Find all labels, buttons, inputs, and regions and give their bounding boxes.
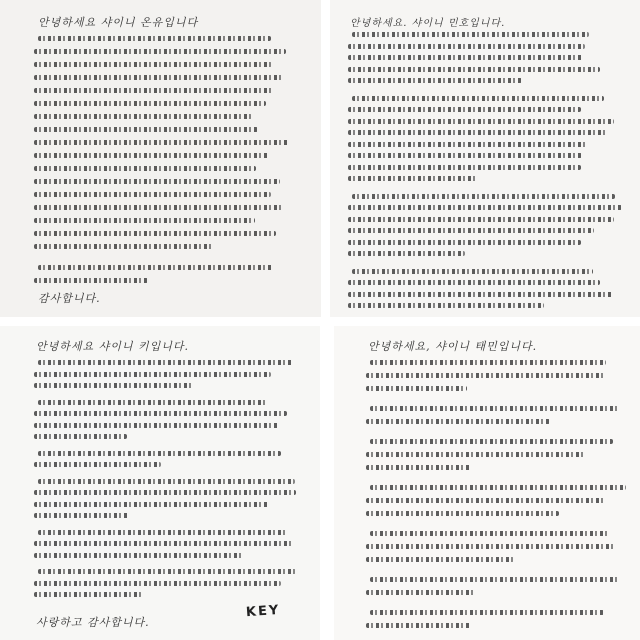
handwritten-line (34, 192, 271, 197)
handwritten-line (34, 75, 283, 80)
handwritten-line (34, 127, 258, 132)
handwritten-line (34, 581, 281, 586)
letter-opening: 안녕하세요, 샤이니 태민입니다. (368, 340, 538, 353)
handwritten-line (348, 165, 581, 170)
handwritten-line (34, 462, 161, 467)
handwritten-line (370, 577, 620, 582)
handwriting-lines (0, 326, 320, 640)
handwritten-line (348, 303, 544, 308)
handwritten-line (34, 49, 286, 54)
letter-opening: 안녕하세요. 샤이니 민호입니다. (350, 18, 506, 29)
handwritten-line (38, 479, 295, 484)
handwritten-line (348, 217, 614, 222)
handwritten-line (38, 36, 271, 41)
handwritten-line (348, 142, 587, 147)
handwritten-line (34, 179, 280, 184)
handwritten-line (34, 553, 243, 558)
handwritten-line (348, 55, 583, 60)
letter-closing: 감사합니다. (38, 292, 101, 305)
handwritten-line (366, 544, 615, 549)
handwritten-line (366, 419, 550, 424)
handwritten-line (34, 62, 272, 67)
panel-divider-vertical (321, 0, 330, 317)
handwritten-line (34, 513, 129, 518)
handwritten-line (370, 439, 613, 444)
handwritten-line (352, 194, 615, 199)
handwritten-line (34, 140, 289, 145)
handwritten-line (34, 205, 284, 210)
handwriting-lines (334, 326, 640, 640)
letter-panel-minho (330, 0, 640, 317)
signature: KEY (245, 602, 281, 621)
handwritten-line (370, 610, 604, 615)
handwritten-line (34, 218, 255, 223)
handwritten-line (34, 592, 142, 597)
handwritten-line (34, 166, 256, 171)
handwritten-line (34, 372, 271, 377)
handwritten-line (370, 360, 606, 365)
handwritten-line (34, 153, 269, 158)
handwritten-line (366, 498, 606, 503)
handwritten-line (34, 114, 252, 119)
handwritten-line (34, 434, 127, 439)
letter-closing: 사랑하고 감사합니다. (36, 616, 150, 629)
handwritten-line (366, 465, 471, 470)
handwritten-line (348, 107, 581, 112)
handwritten-line (34, 411, 287, 416)
handwritten-line (366, 386, 467, 391)
handwritten-line (348, 228, 594, 233)
letter-panel-onew (0, 0, 321, 317)
handwritten-line (352, 269, 593, 274)
handwritten-line (366, 557, 514, 562)
handwritten-line (34, 244, 214, 249)
handwritten-line (34, 541, 294, 546)
handwritten-line (352, 96, 604, 101)
handwritten-line (348, 119, 614, 124)
handwritten-line (34, 502, 269, 507)
handwritten-line (348, 153, 582, 158)
handwritten-line (38, 265, 273, 270)
handwriting-lines (0, 0, 321, 317)
handwritten-line (348, 205, 622, 210)
handwritten-line (34, 88, 273, 93)
handwritten-line (366, 623, 471, 628)
handwritten-line (348, 67, 600, 72)
handwritten-line (348, 280, 600, 285)
handwritten-line (38, 569, 296, 574)
handwritten-line (38, 360, 293, 365)
handwritten-line (348, 44, 585, 49)
handwritten-line (366, 452, 585, 457)
handwritten-line (348, 78, 522, 83)
letter-panel-key (0, 326, 320, 640)
handwriting-lines (330, 0, 640, 317)
handwritten-line (370, 531, 610, 536)
handwritten-line (366, 511, 559, 516)
handwritten-line (352, 32, 589, 37)
handwritten-line (34, 423, 279, 428)
handwritten-line (348, 176, 477, 181)
letter-opening: 안녕하세요 샤이니 키입니다. (36, 340, 190, 353)
handwritten-line (34, 383, 194, 388)
handwritten-line (34, 490, 296, 495)
handwritten-line (366, 590, 475, 595)
handwritten-line (348, 130, 607, 135)
handwritten-line (348, 240, 581, 245)
handwritten-line (38, 451, 281, 456)
handwritten-line (348, 251, 465, 256)
handwritten-line (348, 292, 613, 297)
letter-panel-taemin (334, 326, 640, 640)
handwritten-line (38, 400, 267, 405)
handwritten-line (38, 530, 287, 535)
handwritten-line (370, 406, 619, 411)
handwritten-line (34, 101, 266, 106)
panel-divider-horizontal (0, 317, 640, 326)
handwritten-line (366, 373, 605, 378)
handwritten-line (34, 231, 276, 236)
handwritten-line (370, 485, 626, 490)
letter-opening: 안녕하세요 샤이니 온유입니다 (38, 16, 199, 29)
handwritten-line (34, 278, 148, 283)
